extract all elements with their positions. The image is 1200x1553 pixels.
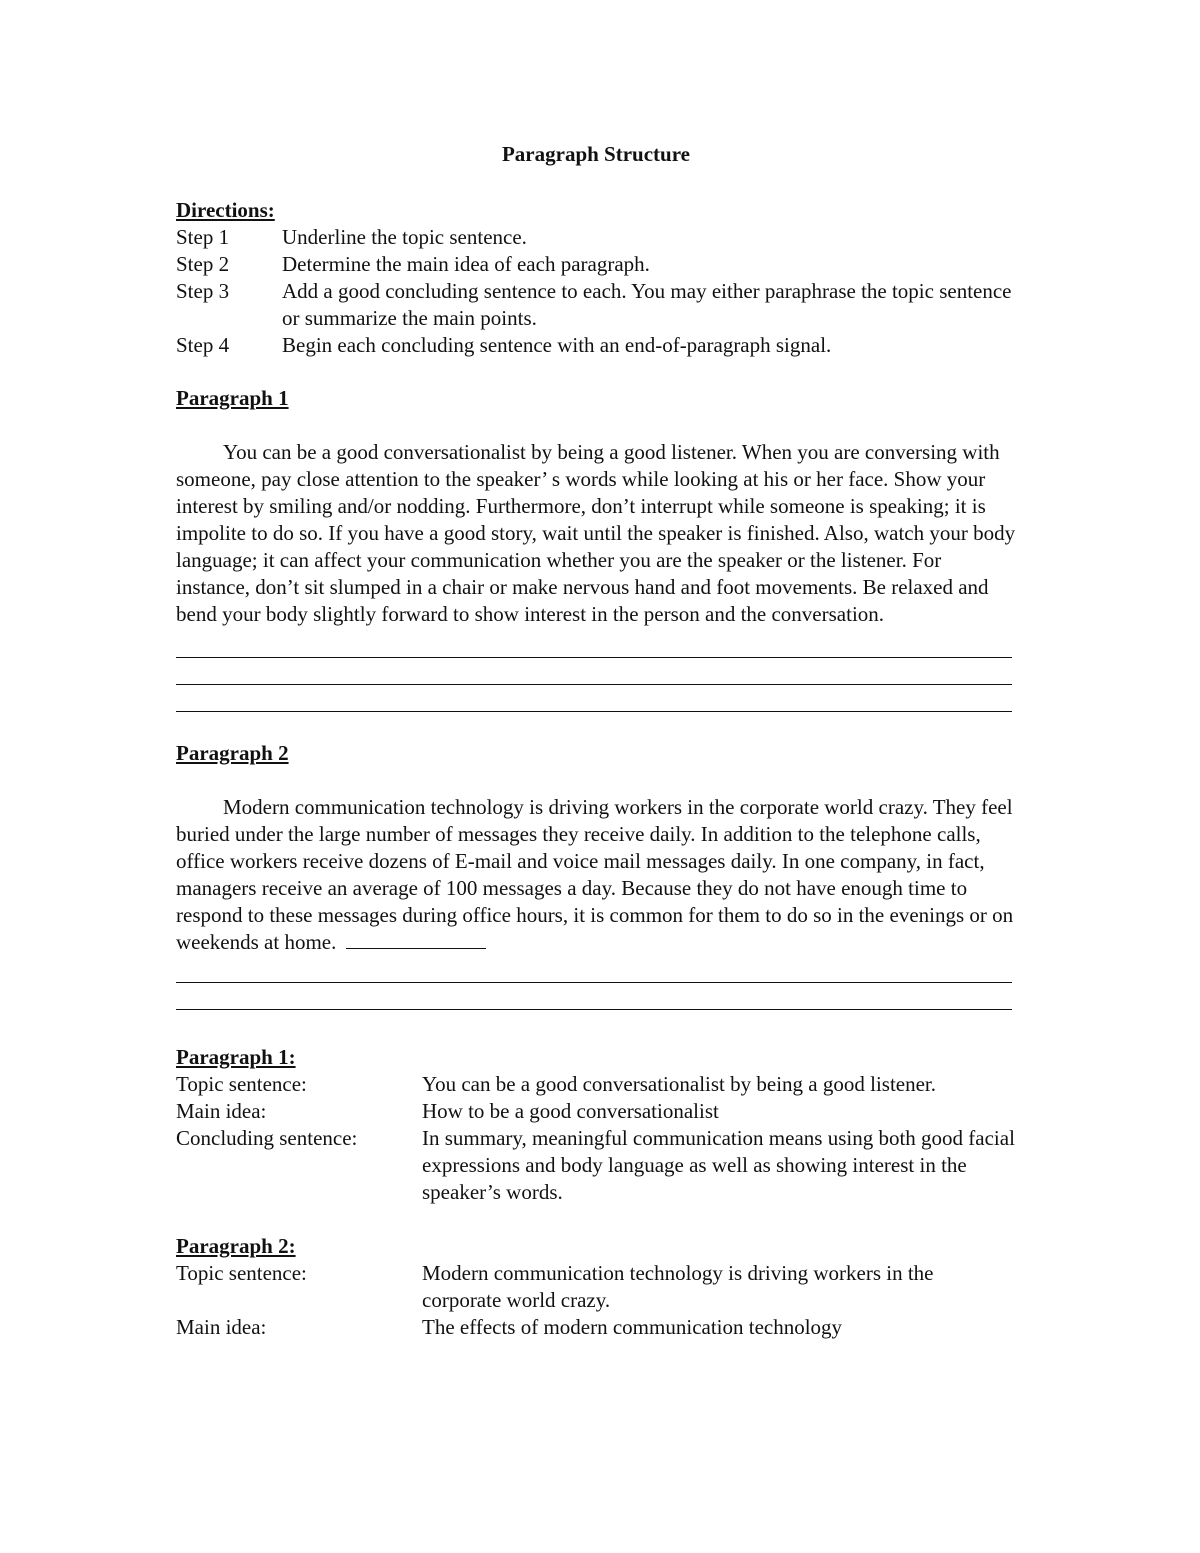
answer-blank-line[interactable]: [176, 637, 1012, 658]
answer-blank-inline[interactable]: [346, 930, 486, 949]
step-label: Step 2: [176, 252, 230, 276]
answer-blank-line[interactable]: [176, 685, 1012, 712]
step-row: [176, 251, 1016, 278]
paragraph-2-text: Modern communication technology is driving workers in the corporate world crazy. They feel buried under the large number of messages they receive daily. In addition to the telephone calls, office workers receive dozens of E-mail and voice mail messages daily. In one company, in fact, managers receive an average of 100 messages a day. Because they do not have enough time to respond to these messages during office hours, it is common for them to do so in the evenings or on weekends at home.: [176, 795, 1014, 954]
step-text: Add a good concluding sentence to each. You may either paraphrase the topic sentence or summarize the main points.: [282, 279, 1012, 330]
step-row: [176, 332, 1016, 359]
answer-blank-line[interactable]: [176, 658, 1012, 685]
step-text: Begin each concluding sentence with an end-of-paragraph signal.: [282, 333, 832, 357]
answer-value: You can be a good conversationalist by being a good listener.: [422, 1072, 937, 1096]
step-text: Determine the main idea of each paragraph.: [282, 252, 650, 276]
paragraph-2-answer-lines: [176, 956, 1016, 1010]
step-row: [176, 224, 1016, 251]
answer-value: In summary, meaningful communication means using both good facial expressions and body language as well as showing interest in the speaker’s words.: [422, 1126, 1015, 1204]
answer-row: [176, 1260, 1016, 1314]
answer-key-heading: Paragraph 1:: [176, 1045, 296, 1069]
step-label: Step 1: [176, 225, 230, 249]
answer-label: Concluding sentence:: [176, 1126, 358, 1150]
answer-blank-line[interactable]: [176, 956, 1012, 983]
answer-value: Modern communication technology is driving workers in the corporate world crazy.: [422, 1261, 934, 1312]
answer-value: How to be a good conversationalist: [422, 1099, 719, 1123]
answer-row: [176, 1071, 1016, 1098]
answer-label: Topic sentence:: [176, 1072, 307, 1096]
directions-section: [176, 197, 1016, 359]
step-label: Step 4: [176, 333, 230, 357]
worksheet-page: [176, 141, 1016, 1341]
paragraph-1-body: You can be a good conversationalist by being a good listener. When you are conversing with someone, pay close attention to the speaker’ s words while looking at his or her face. Show your interest by smiling and/or nodding. Furthermore, don’t interrupt while someone is speaking; it is impolite to do so. If you have a good story, wait until the speaker is finished. Also, watch your body language; it can affect your communication whether you are the speaker or the listener. For instance, don’t sit slumped in a chair or make nervous hand and foot movements. Be relaxed and bend your body slightly forward to show interest in the person and the conversation.: [176, 440, 1016, 626]
answer-label: Main idea:: [176, 1099, 267, 1123]
answer-label: Main idea:: [176, 1315, 267, 1339]
step-label: Step 3: [176, 279, 230, 303]
paragraph-2-heading: Paragraph 2: [176, 741, 289, 765]
answer-key-heading: Paragraph 2:: [176, 1234, 296, 1258]
answer-key-paragraph-1: [176, 1044, 1016, 1206]
paragraph-2-body: [176, 794, 1016, 956]
paragraph-1-answer-lines: [176, 637, 1016, 712]
directions-heading: Directions:: [176, 198, 275, 222]
answer-row: [176, 1098, 1016, 1125]
answer-row: [176, 1125, 1016, 1206]
page-title: Paragraph Structure: [501, 142, 690, 166]
step-row: [176, 278, 1016, 332]
answer-key-paragraph-2: [176, 1233, 1016, 1341]
step-text: Underline the topic sentence.: [282, 225, 527, 249]
paragraph-1-heading: Paragraph 1: [176, 386, 289, 410]
answer-label: Topic sentence:: [176, 1261, 307, 1285]
answer-blank-line[interactable]: [176, 983, 1012, 1010]
answer-value: The effects of modern communication technology: [422, 1315, 843, 1339]
answer-row: [176, 1314, 1016, 1341]
